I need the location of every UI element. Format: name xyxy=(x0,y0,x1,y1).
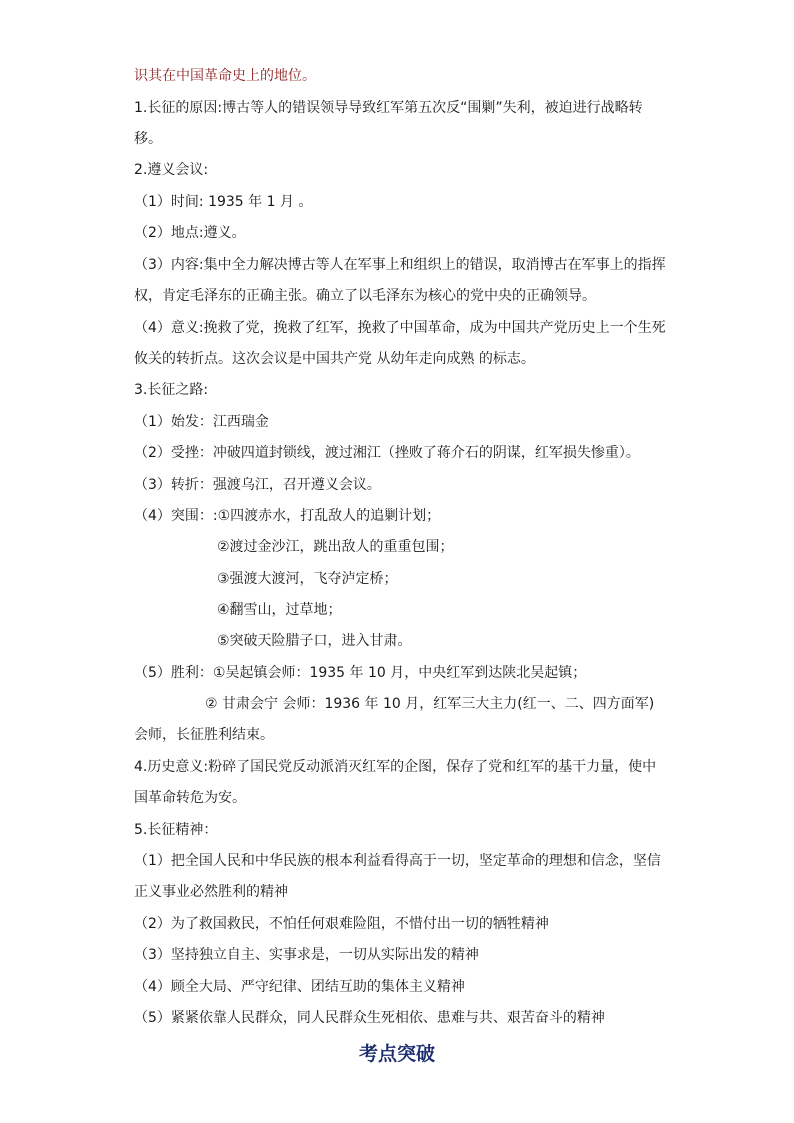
text-line: （2）地点:遵义。 xyxy=(134,225,246,241)
text-line: 攸关的转折点。这次会议是中国共产党 从幼年走向成熟 的标志。 xyxy=(134,351,535,367)
section-heading: 考点突破 xyxy=(358,1043,435,1065)
text-line: 4.历史意义:粉碎了国民党反动派消灭红军的企图，保存了党和红军的基干力量，使中 xyxy=(134,759,657,775)
section-title: 3.长征之路: xyxy=(134,382,209,398)
text-line: ③强渡大渡河，飞夺泸定桥； xyxy=(217,571,398,587)
text-line: （4）突围：:①四渡赤水，打乱敌人的追剿计划； xyxy=(134,508,441,524)
text-line: （5）胜利：①吴起镇会师：1935 年 10 月，中央红军到达陕北吴起镇； xyxy=(134,665,587,681)
text-line: 正义事业必然胜利的精神 xyxy=(134,884,288,900)
text-line: 1.长征的原因:博古等人的错误领导导致红军第五次反“围剿”失利，被迫进行战略转 xyxy=(134,100,643,116)
text-line: （1）把全国人民和中华民族的根本利益看得高于一切，坚定革命的理想和信念，坚信 xyxy=(134,853,661,869)
section-title: 2.遵义会议: xyxy=(134,162,209,178)
text-line: 权，肯定毛泽东的正确主张。确立了以毛泽东为核心的党中央的正确领导。 xyxy=(134,288,596,304)
text-line: （1）时间: 1935 年 1 月 。 xyxy=(134,194,313,210)
text-line: ②渡过金沙江，跳出敌人的重重包围； xyxy=(217,539,454,555)
text-line: 国革命转危为安。 xyxy=(134,790,246,806)
text-line: （5）紧紧依靠人民群众，同人民群众生死相依、患难与共、艰苦奋斗的精神 xyxy=(134,1010,605,1026)
text-line: （3）转折：强渡乌江，召开遵义会议。 xyxy=(134,477,381,493)
section-title: 5.长征精神： xyxy=(134,822,218,838)
text-line: （4）意义:挽救了党，挽救了红军，挽救了中国革命，成为中国共产党历史上一个生死 xyxy=(134,320,666,336)
text-line: （2）为了救国救民，不怕任何艰难险阻，不惜付出一切的牺牲精神 xyxy=(134,916,549,932)
text-line: （1）始发：江西瑞金 xyxy=(134,414,269,430)
text-line: （4）顾全大局、严守纪律、团结互助的集体主义精神 xyxy=(134,979,465,995)
intro-line: 识其在中国革命史上的地位。 xyxy=(134,68,316,84)
text-line: （3）内容:集中全力解决博古等人在军事上和组织上的错误，取消博古在军事上的指挥 xyxy=(134,257,666,273)
text-line: ⑤突破天险腊子口，进入甘肃。 xyxy=(217,633,412,649)
text-line: 会师，长征胜利结束。 xyxy=(134,727,274,743)
text-line: ④翻雪山，过草地； xyxy=(217,602,342,618)
text-line: （2）受挫：冲破四道封锁线，渡过湘江（挫败了蒋介石的阴谋，红军损失惨重）。 xyxy=(134,445,640,461)
text-line: 移。 xyxy=(134,131,162,147)
text-line: （3）坚持独立自主、实事求是，一切从实际出发的精神 xyxy=(134,947,479,963)
text-line: ② 甘肃会宁 会师：1936 年 10 月，红军三大主力(红一、二、四方面军) xyxy=(205,696,655,712)
